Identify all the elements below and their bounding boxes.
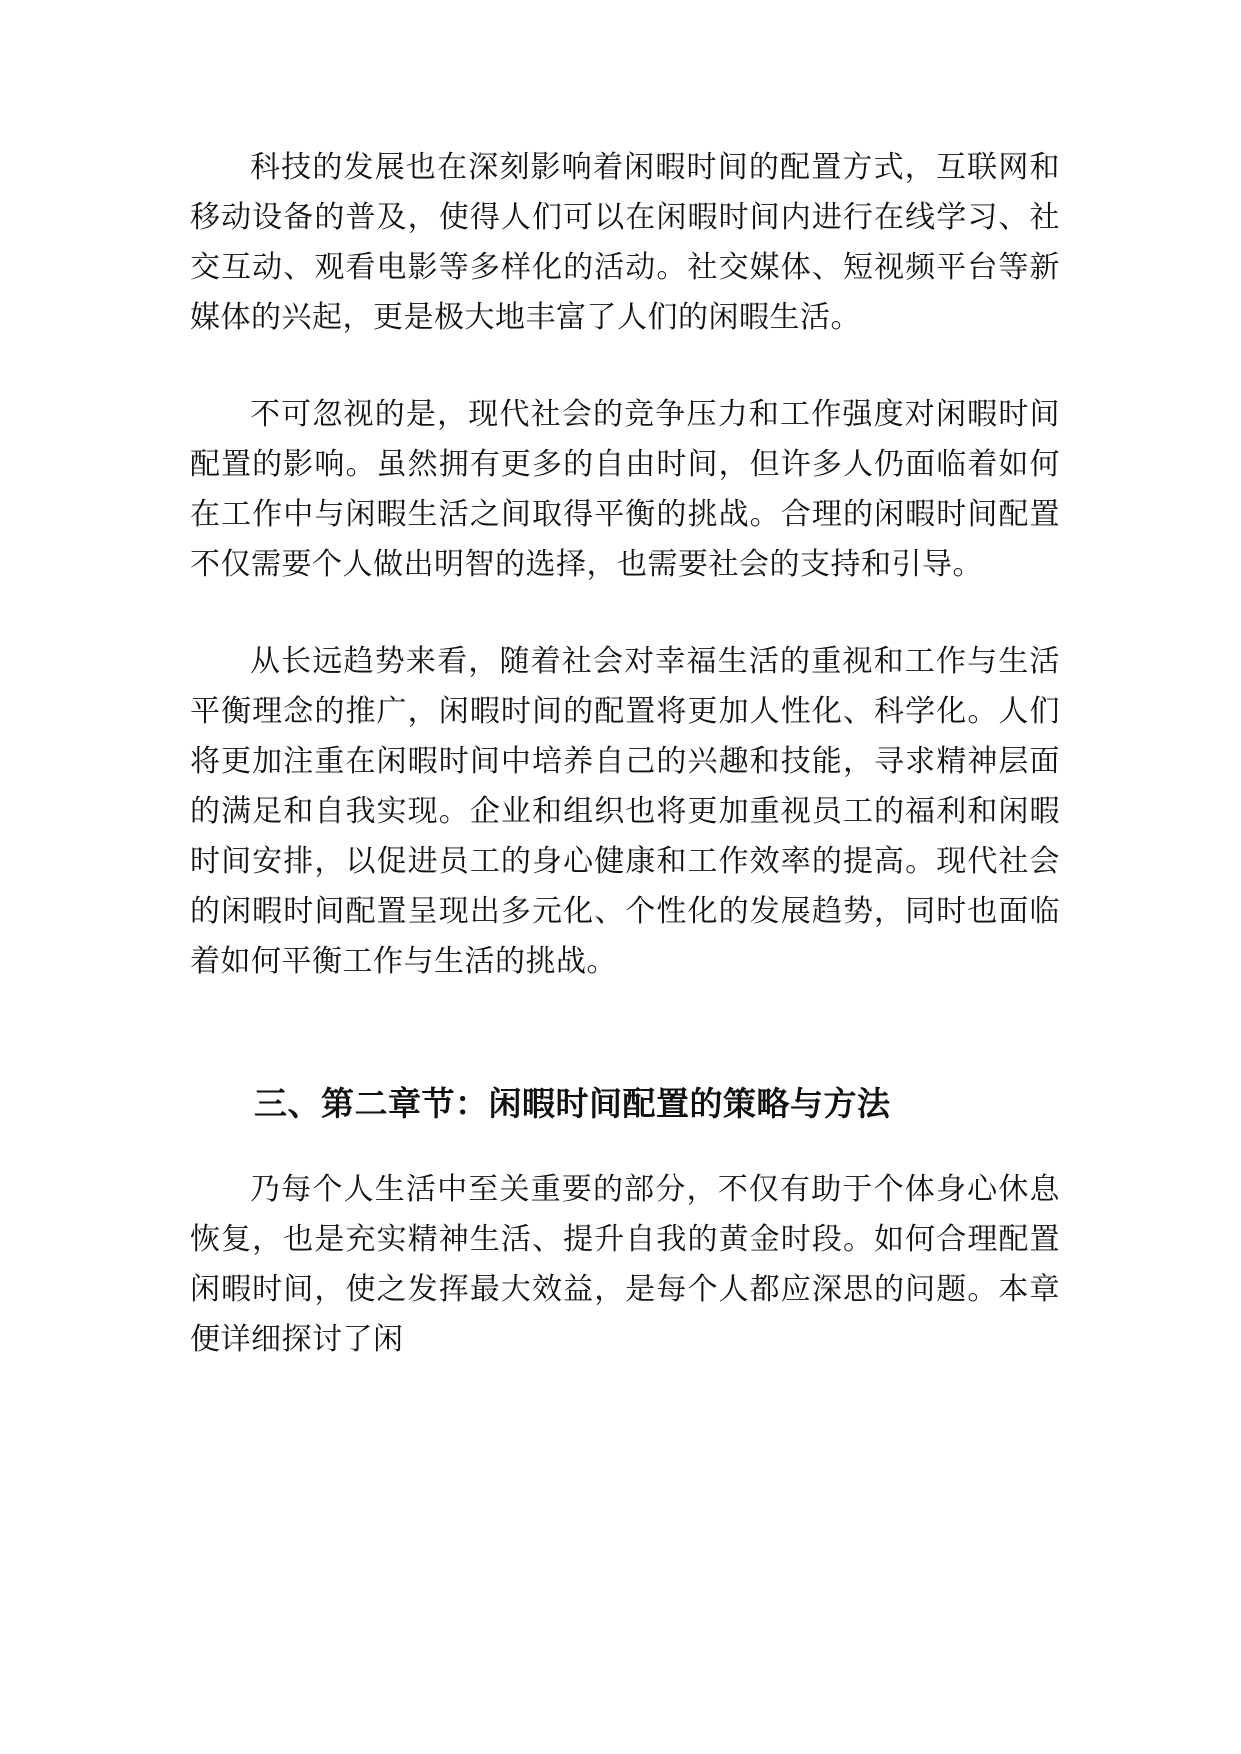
paragraph-competition-pressure: 不可忽视的是，现代社会的竞争压力和工作强度对闲暇时间配置的影响。虽然拥有更多的自由时间，但许多人仍面临着如何在工作中与闲暇生活之间取得平衡的挑战。合理的闲暇时间配置不仅需要个人做出明智的选择，也需要社会的支持和引导。	[190, 397, 1060, 582]
paragraph-section-intro: 乃每个人生活中至关重要的部分，不仅有助于个体身心休息恢复，也是充实精神生活、提升自我的黄金时段。如何合理配置闲暇时间，使之发挥最大效益，是每个人都应深思的问题。本章便详细探讨了闲	[190, 1172, 1060, 1357]
section-heading: 三、第二章节：闲暇时间配置的策略与方法	[254, 1084, 891, 1123]
paragraph-long-term-trend: 从长远趋势来看，随着社会对幸福生活的重视和工作与生活平衡理念的推广，闲暇时间的配置将更加人性化、科学化。人们将更加注重在闲暇时间中培养自己的兴趣和技能，寻求精神层面的满足和自我实现。企业和组织也将更加重视员工的福利和闲暇时间安排，以促进员工的身心健康和工作效率的提高。现代社会的闲暇时间配置呈现出多元化、个性化的发展趋势，同时也面临着如何平衡工作与生活的挑战。	[190, 644, 1060, 979]
paragraph-technology-impact: 科技的发展也在深刻影响着闲暇时间的配置方式，互联网和移动设备的普及，使得人们可以在闲暇时间内进行在线学习、社交互动、观看电影等多样化的活动。社交媒体、短视频平台等新媒体的兴起，更是极大地丰富了人们的闲暇生活。	[190, 150, 1060, 335]
document-page	[190, 143, 1060, 1412]
